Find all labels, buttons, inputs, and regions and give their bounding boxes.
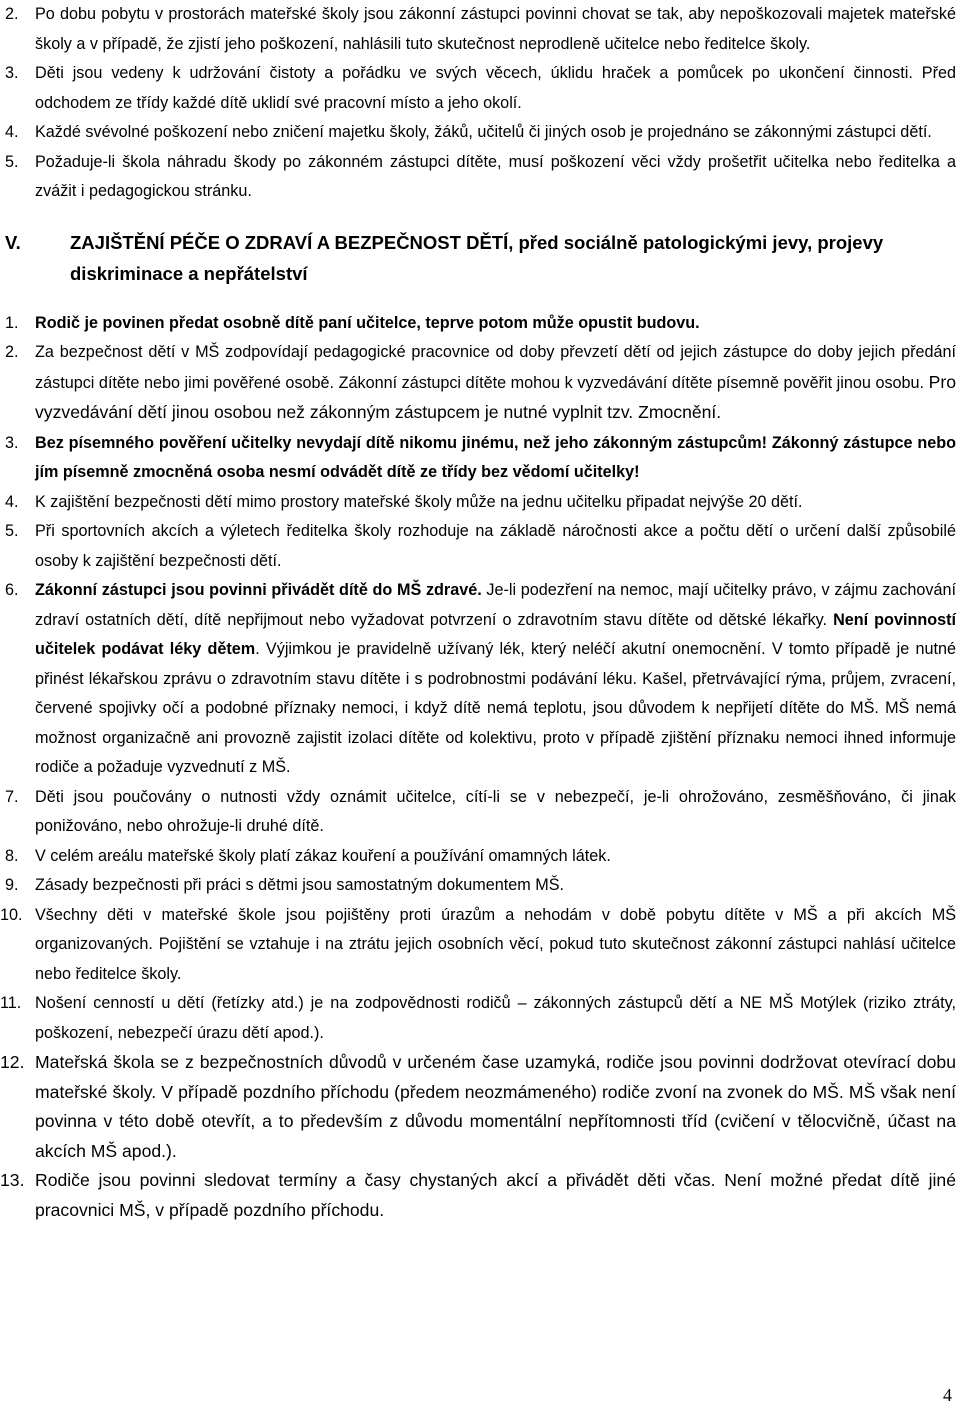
list-item-number: 9.: [5, 876, 19, 894]
list-item-number: 7.: [5, 787, 19, 806]
list-item-number: 8.: [5, 846, 19, 865]
section-heading: [0, 227, 960, 289]
list-item: [0, 576, 960, 783]
list-item: [0, 0, 960, 59]
list-item: [0, 148, 960, 207]
list-item-text: Všechny děti v mateřské škole jsou pojištěny proti úrazům a nehodám v době pobytu dítěte v MŠ a při akcích MŠ organizovaných. Pojištění se vztahuje i na ztrátu jejich osobních věcí, pokud tuto skutečnost zákonní zástupci nahlásí učitelce nebo ředitelce školy.: [35, 905, 956, 983]
section-number: V.: [5, 231, 21, 253]
list-item-text: Bez písemného pověření učitelky nevydají dítě nikomu jinému, než jeho zákonným zástupcům! Zákonný zástupce nebo jím písemně zmocněná osoba nesmí odvádět dítě ze třídy bez vědomí učitelky!: [35, 433, 956, 481]
list-item-number: 11.: [0, 994, 22, 1012]
list-item: [0, 118, 960, 148]
list-item: [0, 338, 960, 429]
list-item-number: 6.: [5, 581, 19, 599]
list-item-number: 3.: [5, 433, 19, 452]
section-title: ZAJIŠTĚNÍ PÉČE O ZDRAVÍ A BEZPEČNOST DĚTÍ, před sociálně patologickými jevy, projevy diskriminace a nepřátelství: [70, 231, 884, 284]
list-item-text: K zajištění bezpečnosti dětí mimo prostory mateřské školy může na jednu učitelku připadat nejvýše 20 dětí.: [35, 492, 803, 511]
list-item: [0, 871, 960, 901]
list-item-bold-text: Není povinností učitelek podávat léky dětem: [35, 610, 957, 658]
list-item-text: Požaduje-li škola náhradu škody po zákonném zástupci dítěte, musí poškození věci vždy prošetřit učitelka nebo ředitelka a zvážit i pedagogickou stránku.: [35, 152, 956, 200]
list-item-text: Mateřská škola se z bezpečnostních důvodů v určeném čase uzamyká, rodiče jsou povinni dodržovat otevírací dobu mateřské školy. V případě pozdního příchodu (předem neozmámeného) rodiče zvoní na zvonek do MŠ. MŠ však není povinna v této době otevřít, a to především z důvodu momentální nepřítomnosti tříd (cvičení v tělocvičně, účast na akcích MŠ apod.).: [35, 1052, 956, 1161]
list-item-number: 5.: [5, 522, 19, 540]
list-item-text: Rodiče jsou povinni sledovat termíny a časy chystaných akcí a přivádět děti včas. Není možné předat dítě jiné pracovnici MŠ, v případě pozdního příchodu.: [35, 1170, 956, 1220]
list-item-text: V celém areálu mateřské školy platí zákaz kouření a používání omamných látek.: [35, 846, 611, 865]
list-item: [0, 842, 960, 872]
list-item: [0, 1166, 960, 1225]
list-item-number: 13.: [0, 1170, 25, 1190]
list-item-number: 4.: [5, 123, 19, 141]
list-item-text: Nošení cenností u dětí (řetízky atd.) je na zodpovědnosti rodičů – zákonných zástupců dětí a NE MŠ Motýlek (riziko ztráty, poškození, nebezpečí úrazu dětí apod.).: [35, 994, 956, 1042]
list-item-bold-text: Zákonní zástupci jsou povinni přivádět dítě do MŠ zdravé.: [35, 581, 482, 599]
list-item-text: Děti jsou vedeny k udržování čistoty a pořádku ve svých věcech, úklidu hraček a pomůcek po ukončení činnosti. Před odchodem ze třídy každé dítě uklidí své pracovní místo a jeho okolí.: [35, 64, 956, 112]
list-item-text: Každé svévolné poškození nebo zničení majetku školy, žáků, učitelů či jiných osob je projednáno se zákonnými zástupci dětí.: [35, 123, 932, 141]
list-item-text: Při sportovních akcích a výletech ředitelka školy rozhoduje na základě náročnosti akce a počtu dětí o určení další způsobilé osoby k zajištění bezpečnosti dětí.: [35, 522, 956, 570]
list-item-text: Děti jsou poučovány o nutnosti vždy oznámit učitelce, cítí-li se v nebezpečí, je-li ohrožováno, zesměšňováno, či jinak ponižováno, nebo ohrožuje-li druhé dítě.: [35, 787, 956, 835]
list-top: [0, 0, 960, 207]
list-item-number: 10.: [0, 905, 23, 924]
list-item-text: . Výjimkou je pravidelně užívaný lék, který neléčí akutní onemocnění. V tomto případě je nutné přinést lékařskou zprávu o zdravotním stavu dítěte i s podrobnostmi podávání léku. Kašel, přetrvávající rýma, průjem, zvracení, červené spojivky očí a podobné příznaky nemoci, i když dítě nemá teplotu, jsou důvodem k nepřijetí dítěte do MŠ. MŠ nemá možnost organizačně ani provozně zajistit izolaci dítěte od kolektivu, proto v případě zjištění příznaku nemoci ihned informuje rodiče a požaduje vyzvednutí z MŠ.: [35, 640, 956, 776]
list-item: [0, 1048, 960, 1166]
list-item-number: 3.: [5, 64, 19, 82]
list-item-number: 5.: [5, 152, 19, 171]
list-item-text: Rodič je povinen předat osobně dítě paní učitelce, teprve potom může opustit budovu.: [35, 313, 700, 332]
list-item: [0, 59, 960, 118]
list-item: [0, 429, 960, 488]
list-item-number: 1.: [5, 313, 19, 332]
list-item: [0, 309, 960, 339]
list-item-number: 2.: [5, 5, 19, 23]
list-item-number: 4.: [5, 492, 19, 511]
list-item: [0, 488, 960, 518]
list-item-text: Zásady bezpečnosti při práci s dětmi jsou samostatným dokumentem MŠ.: [35, 876, 565, 894]
list-item: [0, 989, 960, 1048]
list-item-text: Za bezpečnost dětí v MŠ zodpovídají pedagogické pracovnice od doby převzetí dětí od jejich zástupce do doby jejich předání zástupci dítěte nebo jimi pověřené osobě. Zákonní zástupci dítěte mohou k vyzvedávání dítěte písemně pověřit jinou osobu.: [35, 343, 956, 392]
list-section-v: [0, 309, 960, 1226]
list-item-text-large: Pro vyzvedávání dětí jinou osobou než zákonným zástupcem je nutné vyplnit tzv. Zmocnění.: [35, 371, 956, 422]
list-item: [0, 901, 960, 990]
page-number: 4: [943, 1385, 952, 1405]
list-item-number: 12.: [0, 1052, 25, 1072]
list-item: [0, 783, 960, 842]
list-item-text: Po dobu pobytu v prostorách mateřské školy jsou zákonní zástupci povinni chovat se tak, aby nepoškozovali majetek mateřské školy a v případě, že zjistí jeho poškození, nahlásili tuto skutečnost neprodleně učitelce nebo ředitelce školy.: [35, 5, 956, 53]
list-item: [0, 517, 960, 576]
list-item-number: 2.: [5, 343, 19, 361]
list-item-text: Je-li podezření na nemoc, mají učitelky právo, v zájmu zachování zdraví ostatních dětí, dítě nepřijmout nebo vyžadovat potvrzení o zdravotním stavu dítěte od dětské lékařky.: [35, 581, 956, 629]
